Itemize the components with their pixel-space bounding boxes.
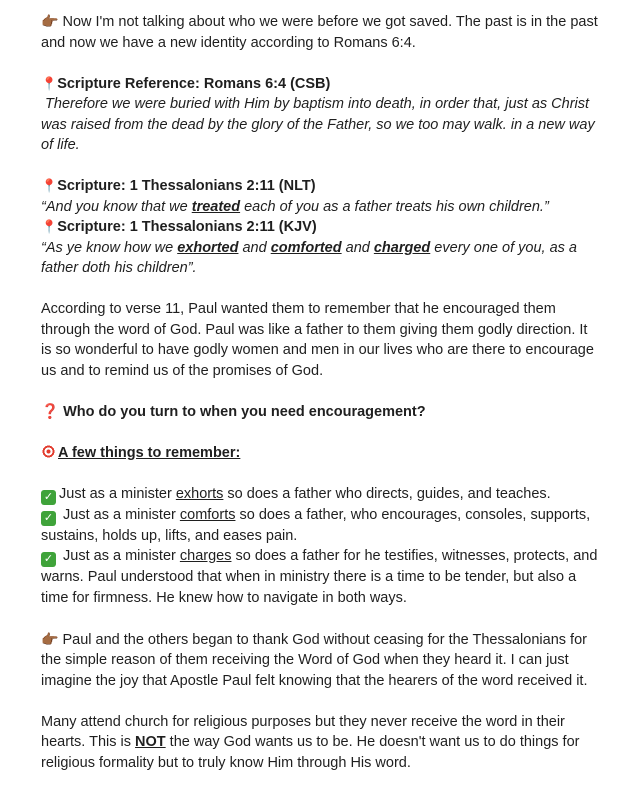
question-mark-icon: ❓ (41, 403, 60, 420)
intro-paragraph: 👉🏾 Now I'm not talking about who we were before we got saved. The past is in the past and now we have a new identity according to Romans 6:4. (41, 13, 598, 51)
checklist-item-charges: ✓ Just as a minister charges so does a father for he testifies, witnesses, protects, and warns. Paul understood that when in ministry there is a time to be tender, but also a time for firmness. He knew how to navigate in both ways. (41, 548, 598, 606)
reflection-question: ❓ Who do you turn to when you need encouragement? (41, 403, 426, 420)
pushpin-icon: 📍 (41, 75, 58, 91)
pointing-finger-icon: 👉🏾 (41, 630, 59, 647)
pushpin-icon: 📍 (41, 178, 58, 193)
thanksgiving-paragraph: 👉🏾 Paul and the others began to thank God without ceasing for the Thessalonians for the simple reason of them receiving the Word of God when they heard it. I can just imagine the joy that Apostle Paul felt knowing that the hearers of the word received it. (41, 630, 588, 689)
check-mark-icon: ✓ (41, 511, 56, 526)
pushpin-icon: 📍 (41, 219, 58, 234)
checklist-item-exhorts: ✓ Just as a minister exhorts so does a father who directs, guides, and teaches. (41, 484, 598, 505)
check-mark-icon: ✓ (41, 490, 56, 505)
scripture-text-kjv: “As ye know how we exhorted and comforted and charged every one of you, as a father doth his children”. (41, 239, 577, 276)
scripture-text-romans: Therefore we were buried with Him by baptism into death, in order that, just as Christ was raised from the dead by the glory of the Father, so we too may walk. in a new way of life. (41, 96, 595, 153)
verse-explanation-paragraph: According to verse 11, Paul wanted them to remember that he encouraged them through the word of God. Paul was like a father to them giving them godly direction. It is so wonderful to have godly women and men in our lives who are there to encourage us and to remind us of the promises of God. (41, 301, 594, 379)
scripture-heading-nlt: 📍Scripture: 1 Thessalonians 2:11 (NLT) (41, 178, 316, 194)
dart-target-icon (41, 444, 56, 459)
scripture-text-nlt: “And you know that we treated each of you as a father treats his own children.” (41, 198, 549, 215)
checklist-item-comforts: ✓ Just as a minister comforts so does a father, who encourages, consoles, supports, sustains, holds up, lifts, and eases pain. (41, 506, 591, 544)
few-things-heading: A few things to remember: (41, 443, 598, 464)
scripture-heading-kjv: 📍Scripture: 1 Thessalonians 2:11 (KJV) (41, 219, 317, 235)
closing-paragraph: Many attend church for religious purposes but they never receive the word in their hearts. This is NOT the way God wants us to be. He doesn't want us to do things for religious formality but to truly know Him through His word. (41, 713, 580, 771)
scripture-heading-romans: 📍Scripture Reference: Romans 6:4 (CSB) (41, 75, 331, 92)
pointing-finger-icon: 👉🏾 (41, 13, 59, 29)
check-mark-icon: ✓ (41, 552, 56, 567)
